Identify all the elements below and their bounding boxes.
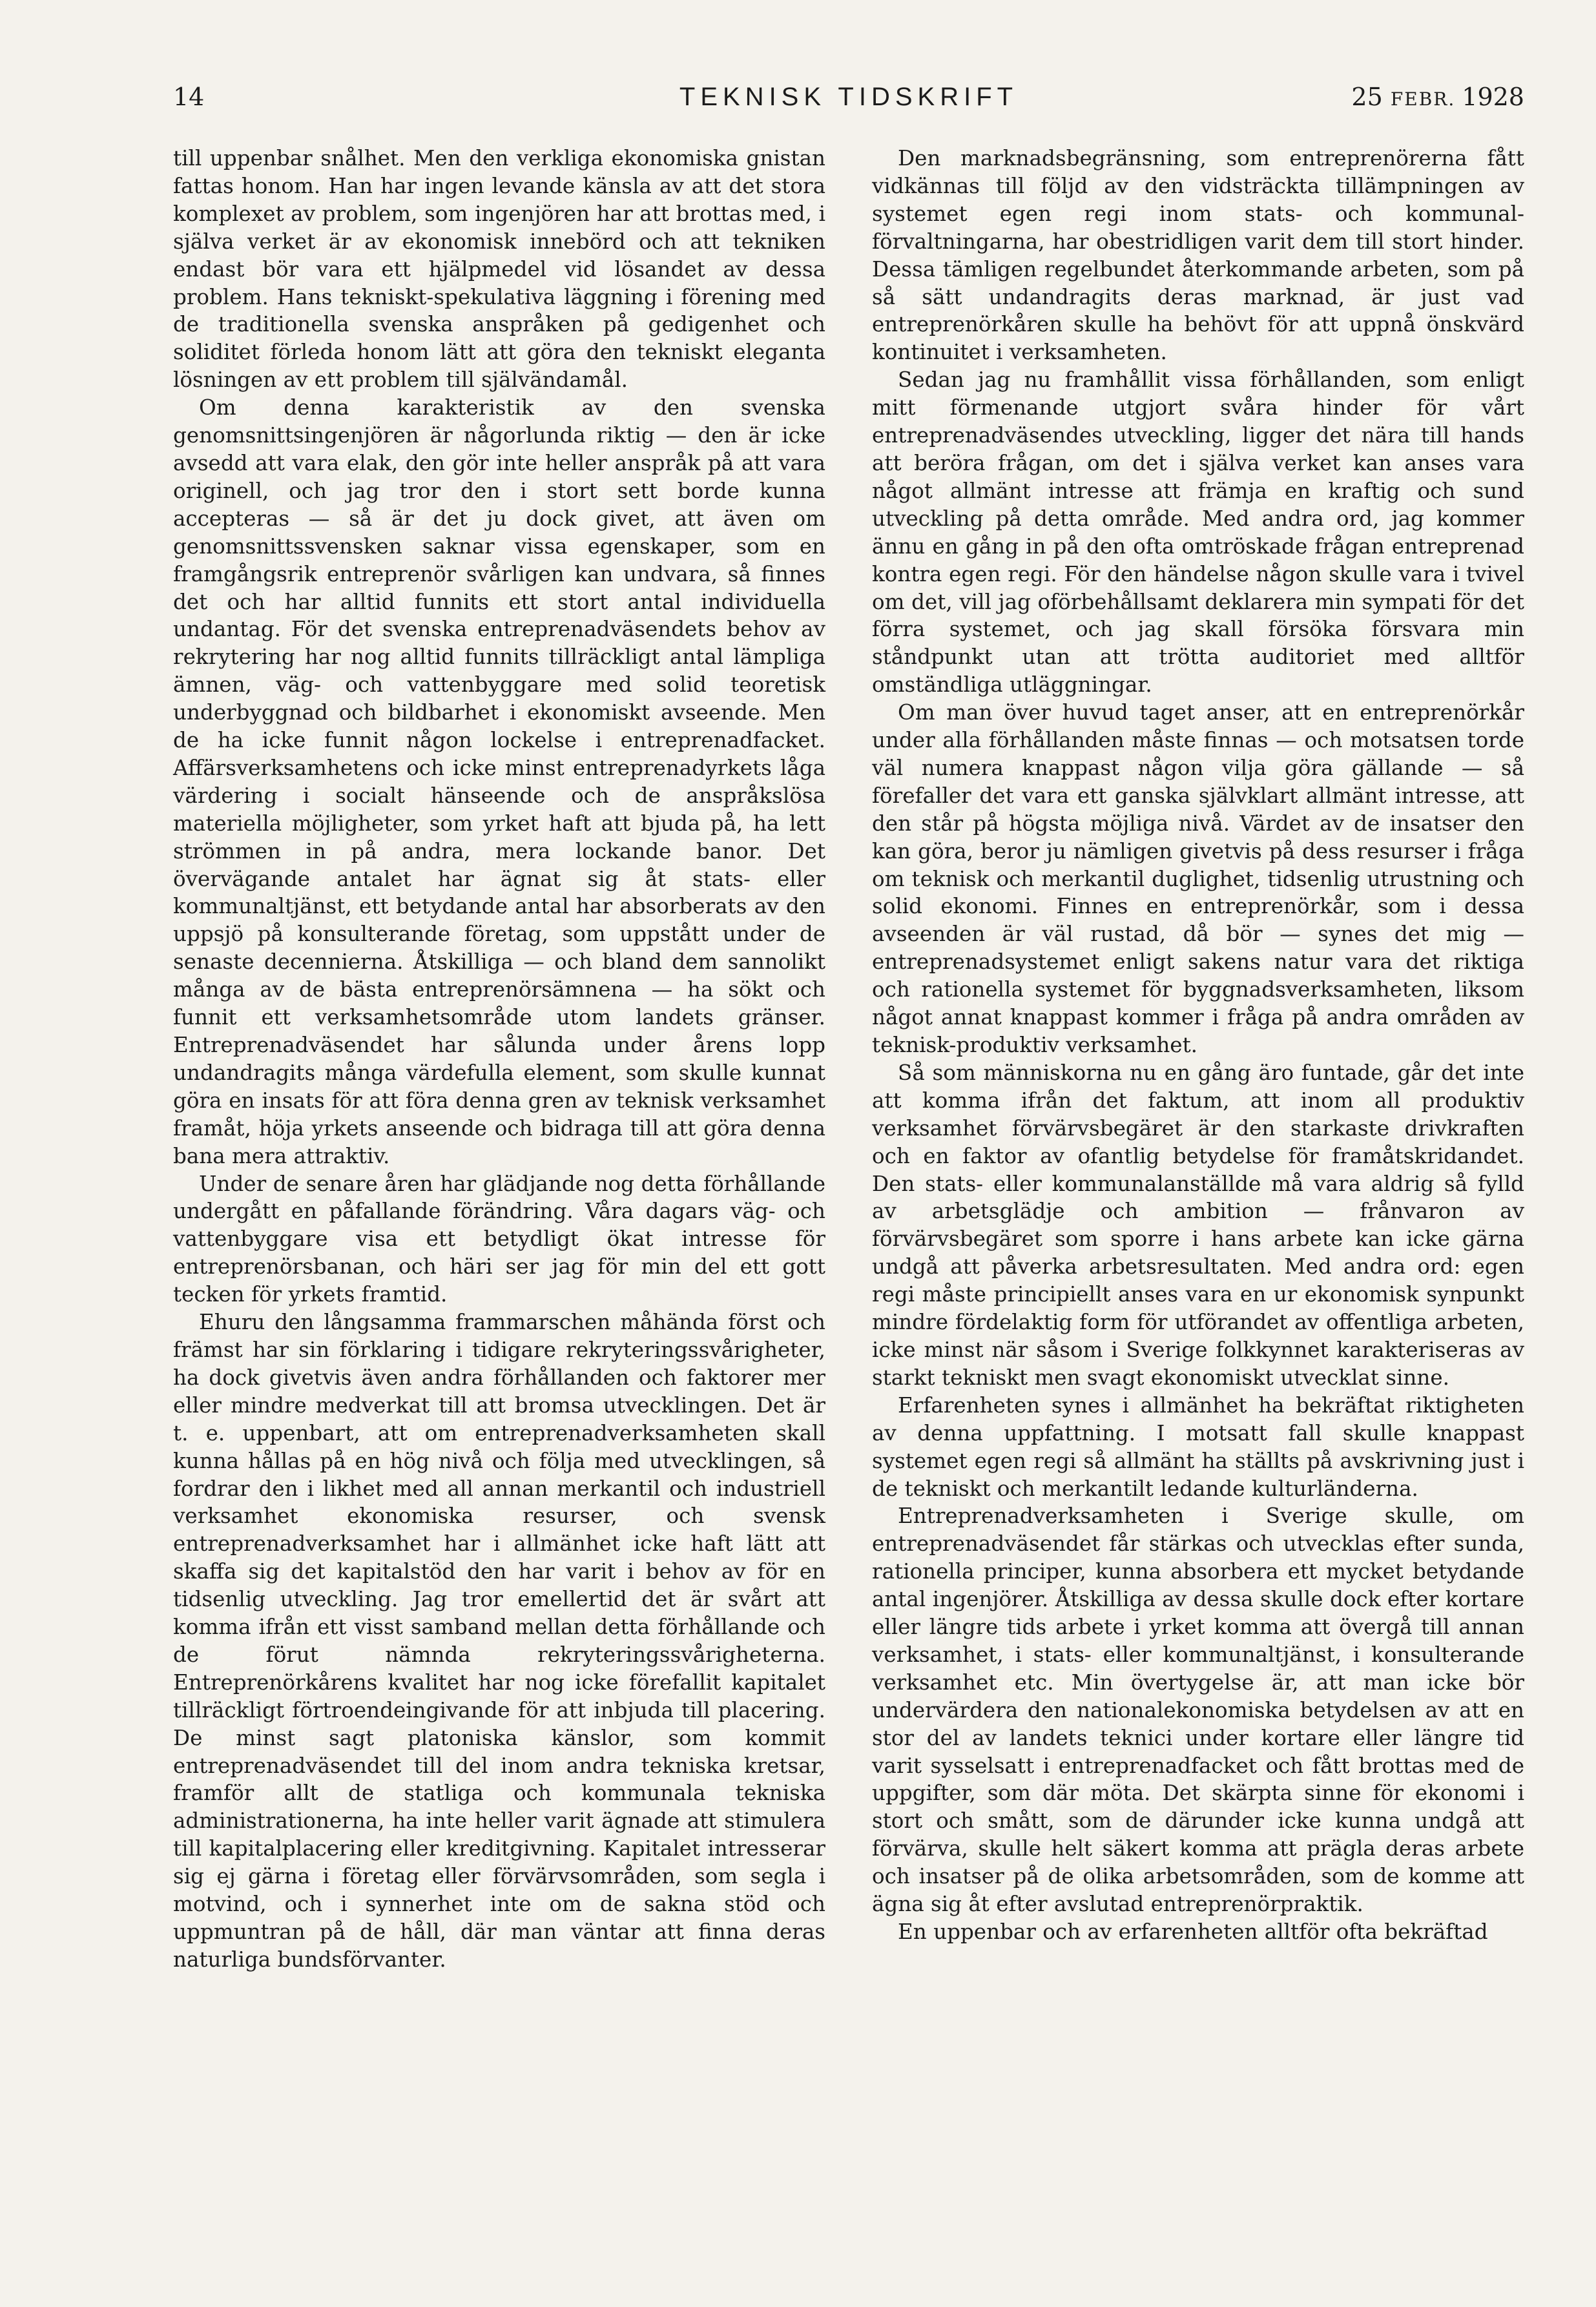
paragraph: Erfarenheten synes i allmänhet ha bekräftat riktigheten av denna uppfattning. I motsatt fall skulle knappast systemet egen regi så allmänt ha ställts på avskrivning just i de tekniskt och merkantilt ledande kulturländerna. xyxy=(872,1392,1524,1501)
paragraph: Sedan jag nu framhållit vissa förhållanden, som enligt mitt förmenande utgjort svåra hinder för vårt entreprenadväsendes utveckling, ligger det nära till hands att beröra frågan, om det i själva verket kan anses vara något allmänt intresse att främja en kraftig och sund utveckling på detta område. Med andra ord, jag kommer ännu en gång in på den ofta omtröskade frågan entreprenad kontra egen regi. För den händelse någon skulle vara i tvivel om det, vill jag oförbehållsamt deklarera min sympati för det förra systemet, och jag skall försöka försvara min ståndpunkt utan att trötta auditoriet med alltför omständliga utläggningar. xyxy=(872,367,1524,698)
paragraph: Ehuru den långsamma frammarschen måhända först och främst har sin förklaring i tidigare rekryteringssvårigheter, ha dock givetvis även andra förhållanden och faktorer mer eller mindre medverkat till att bromsa utvecklingen. Det är t. e. uppenbart, att om entreprenadverksamheten skall kunna hållas på en hög nivå och följa med utvecklingen, så fordrar den i likhet med all annan merkantil och industriell verksamhet ekonomiska resurser, och svensk entreprenadverksamhet har i allmänhet icke haft lätt att skaffa sig det kapitalstöd den har varit i behov av för en tidsenlig utveckling. Jag tror emellertid det är svårt att komma ifrån ett visst samband mellan detta förhållande och de förut nämnda rekryteringssvårigheterna. Entreprenörkårens kvalitet har nog icke förefallit kapitalet tillräckligt förtroendeingivande för att inbjuda till placering. De minst sagt platoniska känslor, som kommit entreprenadväsendet till del inom andra tekniska kretsar, framför allt de statliga och kommunala tekniska administrationerna, ha inte heller varit ägnade att stimulera till kapitalplacering eller kreditgivning. Kapitalet intresserar sig ej gärna i företag eller förvärvsområden, som segla i motvind, och i synnerhet inte om de sakna stöd och uppmuntran på de håll, där man väntar att finna deras naturliga bundsförvanter. xyxy=(173,1310,825,1972)
paragraph: Om man över huvud taget anser, att en entreprenörkår under alla förhållanden måste finnas — och motsatsen torde väl numera knappast någon vilja göra gällande — så förefaller det vara ett ganska självklart allmänt intresse, att den står på högsta möjliga nivå. Värdet av de insatser den kan göra, beror ju nämligen givetvis på dess resurser i fråga om teknisk och merkantil duglighet, tidsenlig utrustning och solid ekonomi. Finnes en entreprenörkår, som i dessa avseenden är väl rustad, då bör — synes det mig — entreprenadsystemet enligt sakens natur vara det riktiga och rationella systemet för byggnadsverksamheten, liksom något annat knappast kommer i fråga på andra områden av teknisk-produktiv verksamhet. xyxy=(872,700,1524,1057)
page-number: 14 xyxy=(173,83,205,111)
issue-date xyxy=(1351,83,1524,111)
paragraph: Entreprenadverksamheten i Sverige skulle, om entreprenadväsendet får stärkas och utvecklas efter sunda, rationella principer, kunna absorbera ett mycket betydande antal ingenjörer. Åtskilliga av dessa skulle dock efter kortare eller längre tids arbete i yrket komma att övergå till annan verksamhet, i stats- eller kommunaltjänst, i konsulterande verksamhet etc. Min övertygelse är, att man icke bör undervärdera den nationalekonomiska betydelsen av att en stor del av landets teknici under kortare eller längre tid varit sysselsatt i entreprenadfacket och fått brottas med de uppgifter, som där möta. Det skärpta sinne för ekonomi i stort och smått, som de därunder icke kunna undgå att förvärva, skulle helt säkert komma att präglа deras arbete och insatser på de olika arbetsområden, som de komme att ägna sig åt efter avslutad entreprenörpraktik. xyxy=(872,1504,1524,1917)
date-month: FEBR. xyxy=(1390,88,1456,110)
right-column xyxy=(872,145,1524,1946)
page-header xyxy=(173,83,1524,121)
paragraph: till uppenbar snålhet. Men den verkliga ekonomiska gnistan fattas honom. Han har ingen levande känsla av att det stora komplexet av problem, som ingenjören har att brottas med, i själva verket är av ekonomisk innebörd och att tekniken endast bör vara ett hjälpmedel vid lösandet av dessa problem. Hans tekniskt-spekulativa läggning i förening med de traditionella svenska anspråken på gedigenhet och soliditet förleda honom lätt att göra den tekniskt eleganta lösningen av ett problem till självändamål. xyxy=(173,146,825,393)
paragraph: Den marknadsbegränsning, som entreprenörerna fått vidkännas till följd av den vidsträckta tillämpningen av systemet egen regi inom stats- och kommunal-förvaltningarna, har obestridligen varit dem till stort hinder. Dessa tämligen regelbundet återkommande arbeten, som på så sätt undandragits deras marknad, är just vad entreprenörkåren skulle ha behövt för att uppnå önskvärd kontinuitet i verksamheten. xyxy=(872,146,1524,365)
date-day: 25 xyxy=(1351,83,1383,111)
paragraph: Om denna karakteristik av den svenska genomsnittsingenjören är någorlunda riktig — den är icke avsedd att vara elak, den gör inte heller anspråk på att vara originell, och jag tror den i stort sett borde kunna accepteras — så är det ju dock givet, att även om genomsnittssvensken saknar vissa egenskaper, som en framgångsrik entreprenör svårligen kan undvara, så finnes det och har alltid funnits ett stort antal individuella undantag. För det svenska entreprenadväsendets behov av rekrytering har nog alltid funnits tillräckligt antal lämpliga ämnen, väg- och vattenbyggare med solid teoretisk underbyggnad och bildbarhet i ekonomiskt avseende. Men de ha icke funnit någon lockelse i entreprenadfacket. Affärsverksamhetens och icke minst entreprenadyrkets låga värdering i socialt hänseende och de anspråkslösa materiella möjligheter, som yrket haft att bjuda på, ha lett strömmen in på andra, mera lockande banor. Det övervägande antalet har ägnat sig åt stats- eller kommunaltjänst, ett betydande antal har absorberats av den uppsjö på konsulterande företag, som uppstått under de senaste decennierna. Åtskilliga — och bland dem sannolikt många av de bästa entreprenörsämnena — ha sökt och funnit ett verksamhetsområde utom landets gränser. Entreprenadväsendet har sålunda under årens lopp undandragits många värdefulla element, som skulle kunnat göra en insats för att föra denna gren av teknisk verksamhet framåt, höja yrkets anseende och bidraga till att göra denna bana mera attraktiv. xyxy=(173,395,825,1168)
journal-title: TEKNISK TIDSKRIFT xyxy=(679,83,1019,111)
paragraph: En uppenbar och av erfarenheten alltför ofta bekräftad xyxy=(898,1919,1488,1944)
paragraph: Under de senare åren har glädjande nog detta förhållande undergått en påfallande förändring. Våra dagars väg- och vattenbyggare visa ett betydligt ökat intresse för entreprenörsbanan, och häri ser jag för min del ett gott tecken för yrkets framtid. xyxy=(173,1171,825,1307)
left-column xyxy=(173,145,825,1974)
date-year: 1928 xyxy=(1462,83,1524,111)
paragraph: Så som människorna nu en gång äro funtade, går det inte att komma ifrån det faktum, att inom all produktiv verksamhet förvärvsbegäret är den starkaste drivkraften och en faktor av ofantlig betydelse för framåtskridandet. Den stats- eller kommunalanställde må vara aldrig så fylld av arbetsglädje och ambition — frånvaron av förvärvsbegäret som sporre i hans arbete kan icke gärna undgå att påverka arbetsresultaten. Med andra ord: egen regi måste principiellt anses vara en ur ekonomisk synpunkt mindre fördelaktig form för utförandet av offentliga arbeten, icke minst när såsom i Sverige folkkynnet karakteriseras av starkt tekniskt men svagt ekonomiskt utvecklat sinne. xyxy=(872,1060,1524,1390)
